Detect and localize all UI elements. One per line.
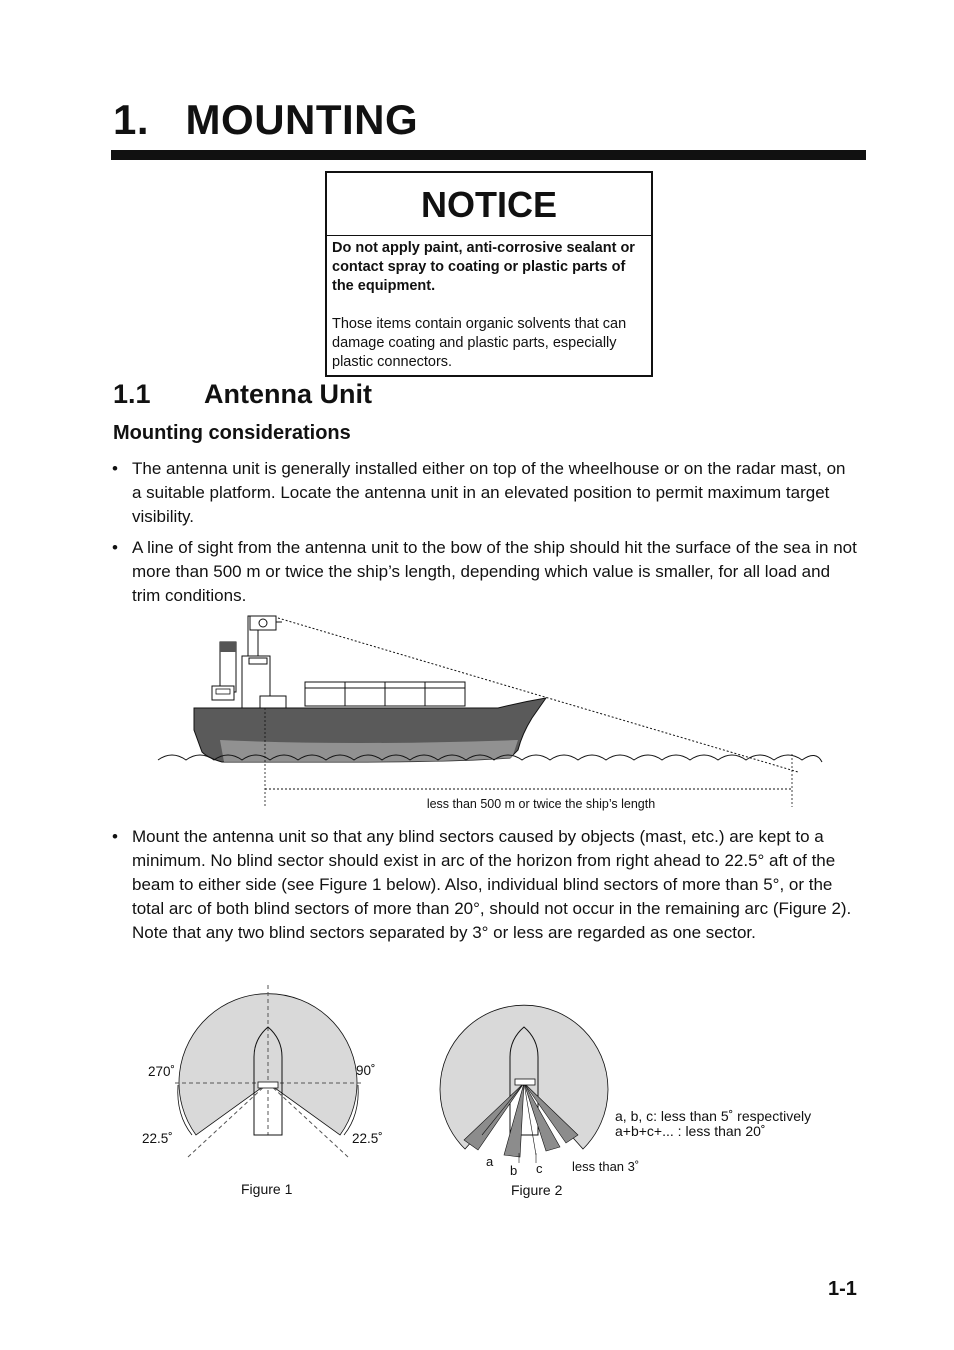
- section-title: [113, 379, 372, 410]
- figure2-antenna: [515, 1079, 535, 1085]
- figure-1: [142, 985, 383, 1197]
- bullet-item: [112, 825, 857, 945]
- figure1-label-270: 270˚: [148, 1064, 176, 1079]
- figure2-label-a: a: [486, 1154, 494, 1169]
- figure1-caption: Figure 1: [241, 1181, 293, 1197]
- notice-heading: NOTICE: [327, 173, 651, 236]
- bullet-symbol: •: [112, 459, 118, 478]
- section-title-text: Antenna Unit: [204, 379, 372, 409]
- notice-body-text: Those items contain organic solvents that can damage coating and plastic parts, especially plastic connectors.: [332, 316, 627, 370]
- figure2-label-b: b: [510, 1163, 518, 1178]
- page-number: 1-1: [828, 1278, 857, 1300]
- figure2-note-line2: a+b+c+... : less than 20˚: [615, 1123, 766, 1139]
- distance-label: less than 500 m or twice the ship’s length: [426, 797, 656, 811]
- figure2-note-line1: a, b, c: less than 5˚ respectively: [615, 1108, 812, 1124]
- notice-warning-text: Do not apply paint, anti-corrosive sealant or contact spray to coating or plastic parts of the equipment.: [332, 240, 635, 294]
- notice-box: [325, 171, 653, 377]
- bullet-text: A line of sight from the antenna unit to the bow of the ship should hit the surface of the sea in not more than 500 m or twice the ship’s length, depending which value is smaller, for all load and trim conditions.: [132, 538, 857, 605]
- figure-2: [440, 1005, 811, 1198]
- antenna-housing: [250, 616, 276, 630]
- figure1-antenna: [258, 1082, 278, 1088]
- chapter-rule: [111, 150, 866, 160]
- figure2-caption: Figure 2: [511, 1182, 563, 1198]
- bullet-text: Mount the antenna unit so that any blind sectors caused by objects (mast, etc.) are kept to a minimum. No blind sector should exist in arc of the horizon from right ahead to 22.5° aft of the beam to either side (see Figure 1 below). Also, individual blind sectors of more than 5°, or the total arc of both blind sectors of more than 20°, should not occur in the remaining arc (Figure 2). Note that any two blind sectors separated by 3° or less are regarded as one sector.: [132, 827, 852, 942]
- ship-line-of-sight-figure: [150, 612, 830, 817]
- bullet-symbol: •: [112, 538, 118, 557]
- subsection-title: Mounting considerations: [113, 422, 351, 444]
- figure2-label-gap: less than 3˚: [572, 1159, 640, 1174]
- figure1-label-22-5-left: 22.5˚: [142, 1131, 173, 1146]
- bullet-item: [112, 536, 857, 608]
- figure1-label-22-5-right: 22.5˚: [352, 1131, 383, 1146]
- bullet-item: [112, 457, 857, 529]
- chapter-title: 1. MOUNTING: [113, 96, 419, 143]
- bullet-text: The antenna unit is generally installed either on top of the wheelhouse or on the radar mast, on a suitable platform. Locate the antenna unit in an elevated position to permit maximum target visibility.: [132, 459, 846, 526]
- figure2-label-c: c: [536, 1161, 543, 1176]
- blind-sector-figures: [130, 985, 850, 1215]
- bullet-symbol: •: [112, 827, 118, 846]
- figure1-label-90: 90˚: [356, 1063, 376, 1078]
- section-number: 1.1: [113, 379, 151, 409]
